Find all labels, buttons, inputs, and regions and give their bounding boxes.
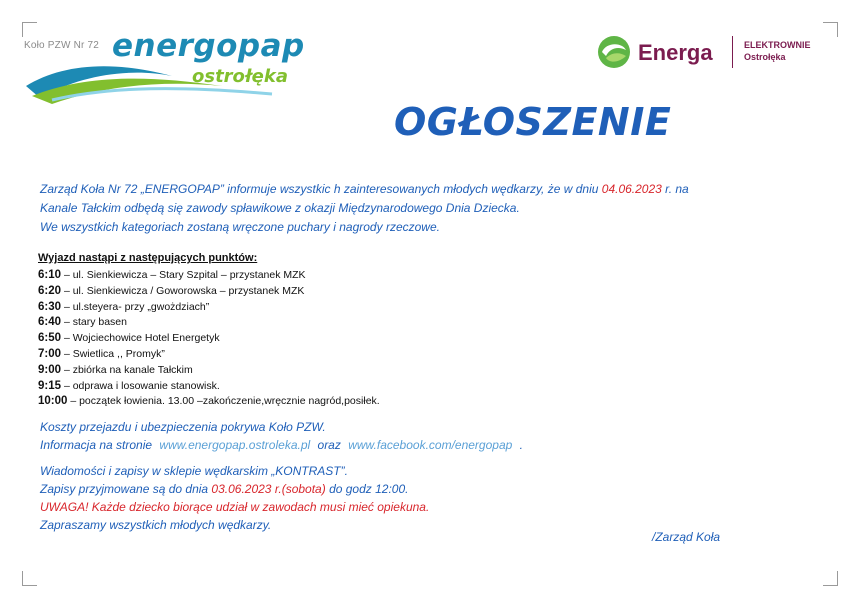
schedule-text: – Wojciechowice Hotel Energetyk xyxy=(61,332,220,345)
schedule-item xyxy=(38,268,380,284)
intro-line-1-text: Zarząd Koła Nr 72 „ENERGOPAP” informuje wszystkic h zainteresowanych młodych wędkarzy, że w dniu xyxy=(40,182,602,196)
invite-line: Zapraszamy wszystkich młodych wędkarzy. xyxy=(40,518,272,532)
schedule-text: – ul. Sienkiewicza / Goworowska – przystanek MZK xyxy=(61,284,305,297)
schedule-time: 10:00 xyxy=(38,395,68,408)
club-tag: Koło PZW Nr 72 xyxy=(24,40,100,51)
logo-city: ostrołęka xyxy=(192,66,289,87)
schedule-item xyxy=(38,331,380,347)
schedule-time: 6:50 xyxy=(38,332,62,345)
signup-line xyxy=(40,480,820,498)
warning-line: UWAGA! Każde dziecko biorące udział w zawodach musi mieć opiekuna. xyxy=(40,500,430,514)
shop-line: Wiadomości i zapisy w sklepie wędkarskim „KONTRAST”. xyxy=(40,464,348,478)
facebook-link[interactable]: www.facebook.com/energopap xyxy=(348,438,513,452)
schedule-item xyxy=(38,379,380,395)
energa-wordmark: Energa xyxy=(638,40,713,65)
schedule-time: 6:10 xyxy=(38,269,62,281)
schedule-time: 9:00 xyxy=(38,363,62,376)
schedule-time: 6:40 xyxy=(38,316,62,329)
schedule-text: – ul.steyera- przy „gwożdziach” xyxy=(61,300,210,313)
links-suffix: . xyxy=(519,438,523,452)
page-title: OGŁOSZENIE xyxy=(394,100,672,144)
energa-swirl-icon xyxy=(596,34,632,70)
schedule-text: – ul. Sienkiewicza – Stary Szpital – przystanek MZK xyxy=(61,269,306,281)
schedule-time: 6:20 xyxy=(38,284,62,297)
energa-title-line1: ELEKTROWNIE xyxy=(744,40,811,50)
intro-line-1 xyxy=(40,180,840,199)
schedule-text: – zbiórka na kanale Tałckim xyxy=(61,363,193,376)
links-line xyxy=(40,436,820,454)
crop-mark-bottom-right xyxy=(823,571,838,586)
schedule-heading: Wyjazd nastąpi z następujących punktów: xyxy=(38,252,258,264)
schedule-text: – stary basen xyxy=(61,316,127,329)
signup-date: 03.06.2023 r.(sobota) xyxy=(211,482,326,496)
links-prefix: Informacja na stronie xyxy=(40,438,153,452)
event-date: 04.06.2023 xyxy=(601,182,662,196)
schedule-item xyxy=(38,363,380,379)
links-mid: oraz xyxy=(317,438,341,452)
schedule-text: – Swietlica ,, Promyk” xyxy=(61,347,165,360)
schedule-item xyxy=(38,347,380,363)
intro-line-3: We wszystkich kategoriach zostaną wręczone puchary i nagrody rzeczowe. xyxy=(40,220,440,234)
info-section xyxy=(40,418,820,534)
schedule-time: 6:30 xyxy=(38,300,62,313)
schedule-time: 9:15 xyxy=(38,379,62,392)
energa-logo xyxy=(596,34,836,74)
logo-wordmark: energopap xyxy=(112,28,305,64)
signature: /Zarząd Koła xyxy=(652,530,721,544)
energa-title-line2: Ostrołęka xyxy=(744,52,786,62)
schedule-text: – odprawa i losowanie stanowisk. xyxy=(61,379,220,392)
schedule-item xyxy=(38,284,380,300)
logo-divider xyxy=(732,36,733,68)
intro-paragraph xyxy=(40,180,840,237)
schedule-item xyxy=(38,315,380,331)
intro-line-1-end: r. na xyxy=(661,182,689,196)
website-link[interactable]: www.energopap.ostroleka.pl xyxy=(159,438,311,452)
schedule-item xyxy=(38,394,380,410)
costs-line: Koszty przejazdu i ubezpieczenia pokrywa Koło PZW. xyxy=(40,420,326,434)
schedule-text: – początek łowienia. 13.00 –zakończenie,wręcznie nagród,posiłek. xyxy=(67,395,380,408)
signup-suffix: do godz 12:00. xyxy=(325,482,409,496)
schedule-list xyxy=(38,268,380,410)
crop-mark-bottom-left xyxy=(22,571,37,586)
schedule-time: 7:00 xyxy=(38,347,62,360)
energopap-logo xyxy=(22,14,352,104)
signup-prefix: Zapisy przyjmowane są do dnia xyxy=(40,482,212,496)
intro-line-2: Kanale Tałckim odbędą się zawody spławikowe z okazji Międzynarodowego Dnia Dziecka. xyxy=(40,201,520,215)
schedule-item xyxy=(38,300,380,316)
